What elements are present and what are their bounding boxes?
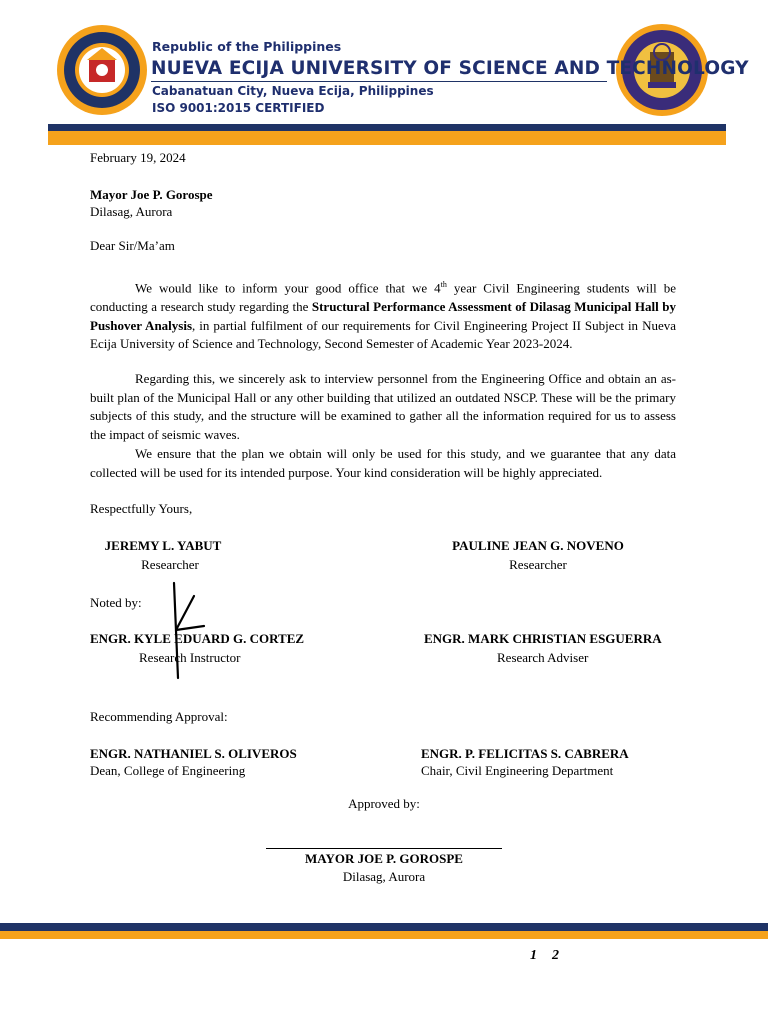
adviser-role: Research Adviser — [497, 650, 589, 665]
p1-study-title: Structural Performance Assessment of Dilasag Municipal Hall by Pushover Analysis — [90, 298, 676, 333]
paragraph-1 — [90, 276, 676, 354]
approved-by-label: Approved by: — [348, 796, 420, 811]
header-band-orange — [48, 131, 726, 145]
p1-text-a: We would like to inform your good office that we 4 — [135, 280, 441, 296]
letter-date: February 19, 2024 — [90, 150, 186, 165]
footer-band-navy — [0, 923, 768, 931]
chair-role: Chair, Civil Engineering Department — [421, 763, 614, 778]
header-rule — [151, 81, 607, 82]
noted-by-label: Noted by: — [90, 595, 142, 610]
iso-line: ISO 9001:2015 CERTIFIED — [152, 101, 325, 115]
republic-line: Republic of the Philippines — [152, 39, 342, 54]
paragraph-2: Regarding this, we sincerely ask to interview personnel from the Engineering Office and obtain an as-built plan of the Municipal Hall or any other building that utilized an outdated NSCP. These will be the primary subjects of this study, and the structure will be examined to gather all the information required for us to assess the impact of seismic waves. — [90, 371, 676, 442]
paragraph-3: We ensure that the plan we obtain will only be used for this study, and we guarantee that any data collected will be used for its intended purpose. Your kind consideration will be highly appreciated. — [90, 446, 676, 480]
researcher1-name: JEREMY L. YABUT — [104, 538, 222, 553]
chair-name: ENGR. P. FELICITAS S. CABRERA — [421, 746, 629, 761]
researcher1-role: Researcher — [141, 557, 199, 572]
p1-text-b: year Civil Engineering students will be conducting a research study regarding the — [90, 280, 676, 314]
recommending-label: Recommending Approval: — [90, 709, 228, 724]
page-current: 1 — [530, 948, 537, 963]
header-band-navy — [48, 124, 726, 131]
dean-role: Dean, College of Engineering — [90, 763, 246, 778]
recipient-place: Dilasag, Aurora — [90, 204, 173, 219]
p1-sup: th — [440, 280, 447, 289]
footer-band-orange — [0, 931, 768, 939]
address-line: Cabanatuan City, Nueva Ecija, Philippines — [152, 84, 434, 98]
mayor-name: MAYOR JOE P. GOROSPE — [305, 851, 463, 866]
closing: Respectfully Yours, — [90, 501, 193, 516]
recipient-name: Mayor Joe P. Gorospe — [90, 187, 213, 202]
signature-line — [266, 848, 502, 849]
mayor-place: Dilasag, Aurora — [342, 869, 426, 884]
university-seal-icon — [56, 24, 148, 116]
instructor-name: ENGR. KYLE EDUARD G. CORTEZ — [90, 631, 305, 646]
p1-text-c: , in partial fulfilment of our requirements for Civil Engineering Project II Subject in Nueva Ecija University of Science and Technology, Second Semester of Academic Year 2023-2024. — [90, 317, 676, 352]
salutation: Dear Sir/Ma’am — [90, 238, 175, 253]
researcher2-name: PAULINE JEAN G. NOVENO — [452, 538, 624, 553]
dean-name: ENGR. NATHANIEL S. OLIVEROS — [90, 746, 297, 761]
researcher2-role: Researcher — [509, 557, 567, 572]
page-total: 2 — [552, 948, 559, 963]
adviser-name: ENGR. MARK CHRISTIAN ESGUERRA — [424, 631, 662, 646]
university-name: NUEVA ECIJA UNIVERSITY OF SCIENCE AND TECHNOLOGY — [151, 58, 749, 79]
instructor-role: Research Instructor — [139, 650, 241, 665]
